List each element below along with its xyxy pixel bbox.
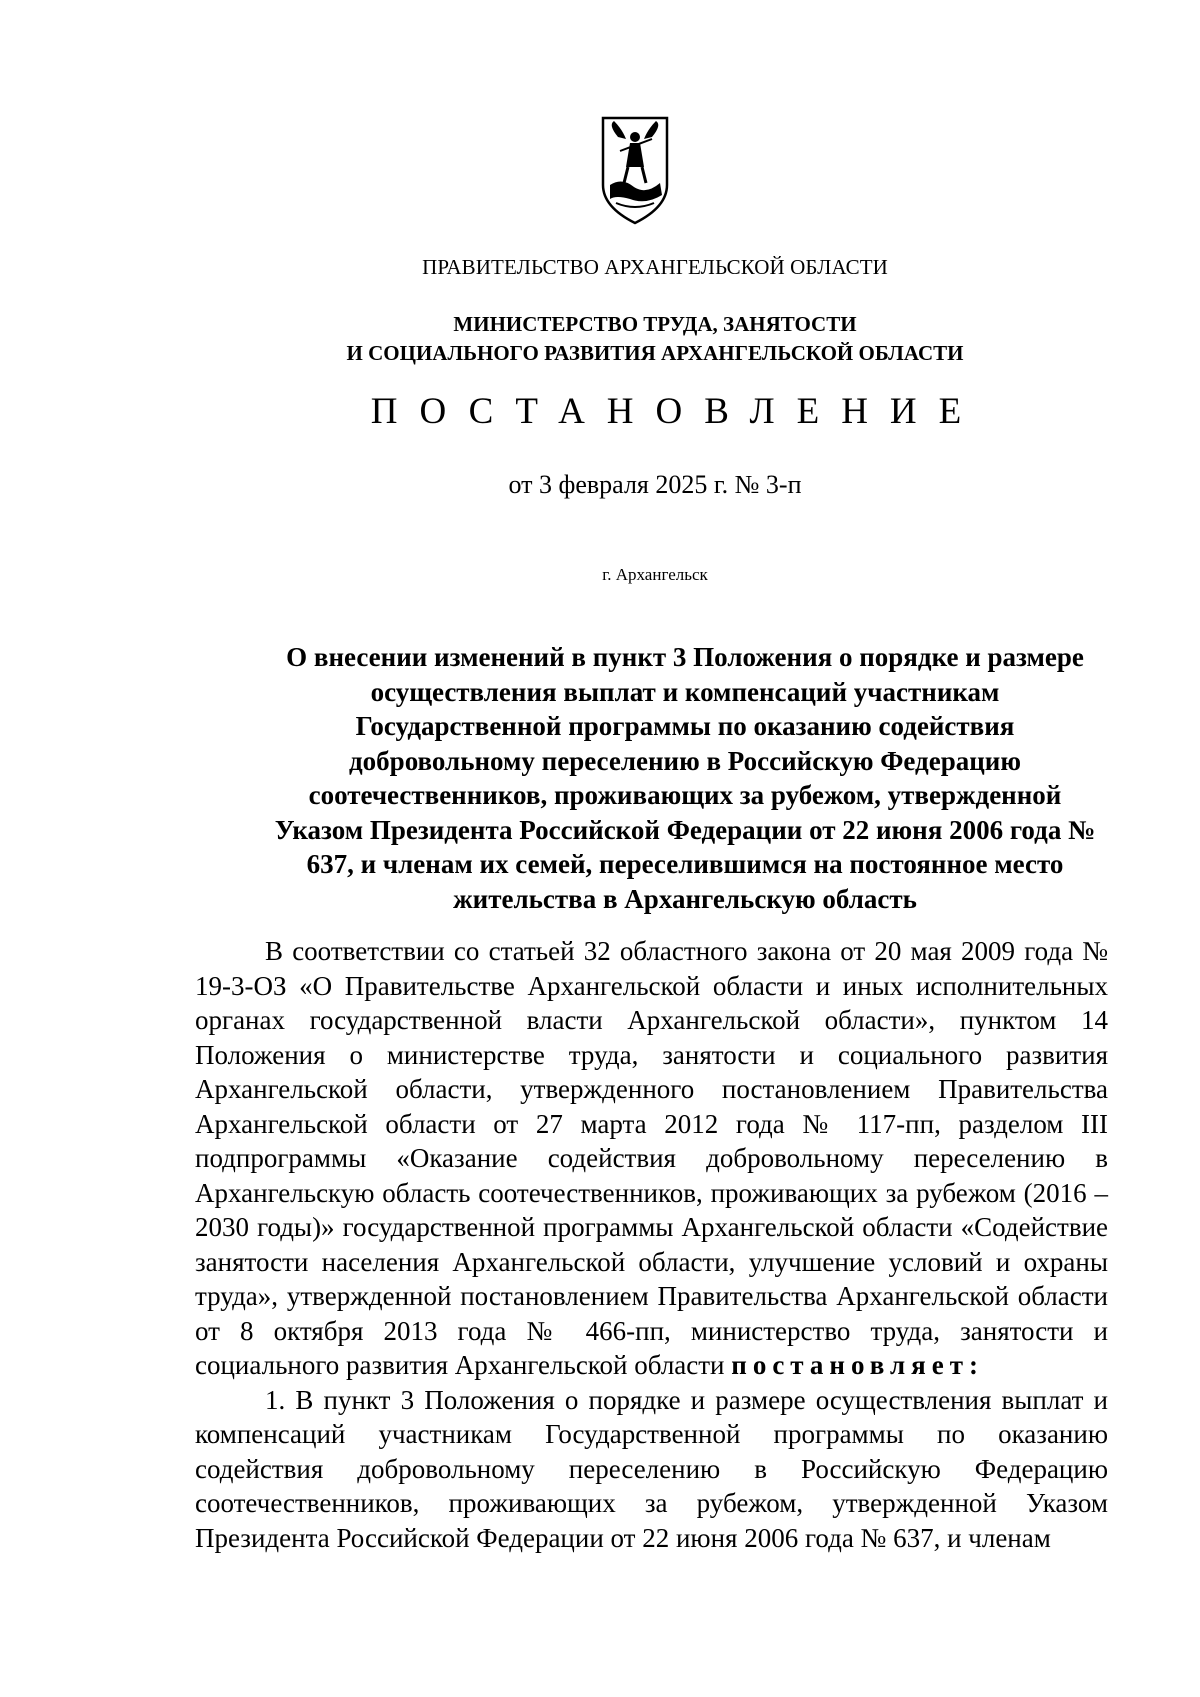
document-body	[195, 934, 1108, 1555]
document-title: О внесении изменений в пункт 3 Положения о порядке и размере осуществления выплат и компенсаций участникам Государственной программы по оказанию содействия добровольному переселению в Российскую Федерацию соотечественников, проживающих за рубежом, утвержденной Указом Президента Российской Федерации от 22 июня 2006 года № 637, и членам их семей, переселившимся на постоянное место жительства в Архангельскую область	[274, 642, 1096, 914]
ministry-name	[0, 310, 1200, 368]
document-type: ПОСТАНОВЛЕНИЕ	[370, 391, 984, 432]
preamble-text: В соответствии со статьей 32 областного закона от 20 мая 2009 года № 19-3-ОЗ «О Правительстве Архангельской области и иных исполнительных органах государственной власти Архангельской области», пунктом 14 Положения о министерстве труда, занятости и социального развития Архангельской области, утвержденного постановлением Правительства Архангельской области от 27 марта 2012 года № 117-пп, разделом III подпрограммы «Оказание содействия добровольному переселению в Архангельскую область соотечественников, проживающих за рубежом (2016 – 2030 годы)» государственной программы Архангельской области «Содействие занятости населения Архангельской области, улучшение условий и охраны труда», утвержденной постановлением Правительства Архангельской области от 8 октября 2013 года № 466-пп, министерство труда, занятости и социального развития Архангельской области	[195, 936, 1108, 1380]
government-name: ПРАВИТЕЛЬСТВО АРХАНГЕЛЬСКОЙ ОБЛАСТИ	[422, 255, 888, 279]
item-1-paragraph: 1. В пункт 3 Положения о порядке и размере осуществления выплат и компенсаций участникам Государственной программы по оказанию содействия добровольному переселению в Российскую Федерацию соотечественников, проживающих за рубежом, утвержденной Указом Президента Российской Федерации от 22 июня 2006 года № 637, и членам	[195, 1384, 1108, 1553]
ministry-line-2: И СОЦИАЛЬНОГО РАЗВИТИЯ АРХАНГЕЛЬСКОЙ ОБЛАСТИ	[346, 341, 964, 365]
resolves-word: постановляет:	[731, 1350, 985, 1380]
document-city: г. Архангельск	[602, 565, 708, 584]
coat-of-arms-archangel-icon	[600, 115, 670, 227]
preamble-paragraph	[195, 934, 1108, 1383]
document-date-number: от 3 февраля 2025 г. № 3-п	[508, 470, 802, 499]
ministry-line-1: МИНИСТЕРСТВО ТРУДА, ЗАНЯТОСТИ	[453, 312, 857, 336]
